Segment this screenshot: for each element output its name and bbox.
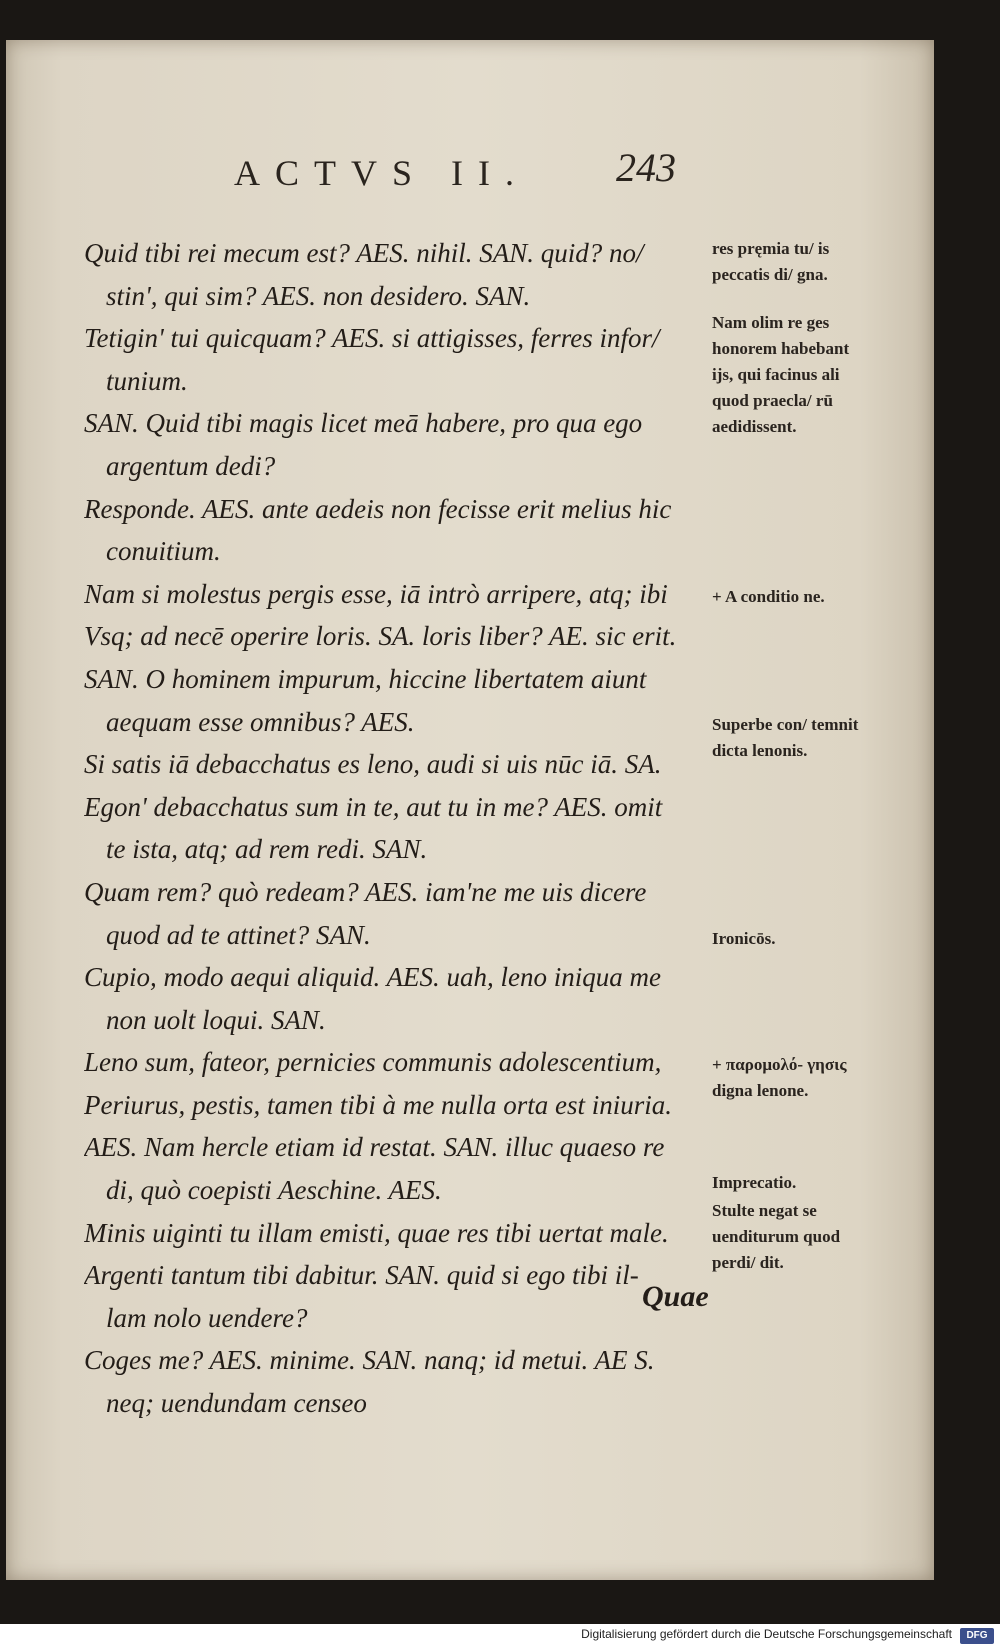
text-line: Vsq; ad necē operire loris. SA. loris liber? AE. sic erit. (84, 621, 677, 652)
catchword: Quae (642, 1280, 709, 1313)
text-line: SAN. O hominem impurum, hiccine libertatem aiunt (84, 663, 647, 694)
text-line: Tetigin' tui quicquam? AES. si attigisses, ferres infor/ (84, 323, 660, 354)
text-line: neq; uendundam censeo (106, 1388, 367, 1419)
book-page (6, 40, 934, 1580)
text-line: Responde. AES. ante aedeis non fecisse erit melius hic (84, 493, 672, 524)
text-line: tunium. (106, 365, 188, 396)
text-line: Minis uiginti tu illam emisti, quae res tibi uertat male. (84, 1217, 669, 1248)
text-line: aequam esse omnibus? AES. (106, 706, 415, 737)
text-line: Egon' debacchatus sum in te, aut tu in me? AES. omit (84, 791, 663, 822)
text-line: lam nolo uendere? (106, 1302, 308, 1333)
margin-note: Superbe con/ temnit dicta lenonis. (712, 715, 859, 760)
text-line: conuitium. (106, 536, 221, 567)
text-line: quod ad te attinet? SAN. (106, 919, 371, 950)
digitization-footer (0, 1624, 1000, 1648)
margin-note: + παρομολό- γησις digna lenone. (712, 1055, 847, 1100)
text-line: AES. Nam hercle etiam id restat. SAN. illuc quaeso re (84, 1132, 665, 1163)
text-line: Quam rem? quò redeam? AES. iam'ne me uis dicere (84, 876, 647, 907)
text-line: te ista, atq; ad rem redi. SAN. (106, 834, 428, 865)
page-number: 243 (616, 145, 676, 190)
margin-note: Imprecatio. (712, 1173, 797, 1192)
text-line: di, quò coepisti Aeschine. AES. (106, 1175, 442, 1206)
text-line: Si satis iā debacchatus es leno, audi si uis nūc iā. SA. (84, 749, 662, 780)
text-line: Cupio, modo aequi aliquid. AES. uah, leno iniqua me (84, 962, 661, 993)
text-line: Quid tibi rei mecum est? AES. nihil. SAN. quid? no/ (84, 238, 644, 268)
margin-note: res pręmia tu/ is peccatis di/ gna. (712, 239, 830, 284)
text-line: Leno sum, fateor, pernicies communis adolescentium, (84, 1047, 662, 1078)
funding-credit: Digitalisierung gefördert durch die Deutsche Forschungsgemeinschaft (581, 1627, 952, 1641)
text-line: Argenti tantum tibi dabitur. SAN. quid si ego tibi il- (84, 1260, 639, 1291)
margin-note: Stulte negat se uenditurum quod perdi/ dit. (712, 1201, 841, 1272)
text-line: non uolt loqui. SAN. (106, 1004, 326, 1035)
act-heading: ACTVS II. (234, 153, 529, 193)
main-text-column (84, 232, 714, 1425)
margin-note: + A conditio ne. (712, 587, 825, 606)
text-line: Periurus, pestis, tamen tibi à me nulla orta est iniuria. (84, 1089, 672, 1120)
running-head (234, 144, 694, 200)
text-line: Coges me? AES. minime. SAN. nanq; id metui. AE S. (84, 1345, 655, 1376)
margin-note: Nam olim re ges honorem habebant ijs, qui facinus ali quod praecla/ rū aedidissent. (712, 313, 850, 436)
text-line: stin', qui sim? AES. non desidero. SAN. (106, 280, 531, 311)
text-line: SAN. Quid tibi magis licet meā habere, pro qua ego (84, 408, 643, 439)
dfg-logo: DFG (960, 1628, 994, 1644)
text-line: argentum dedi? (106, 450, 276, 481)
margin-note: Ironicōs. (712, 929, 776, 948)
text-line: Nam si molestus pergis esse, iā intrò arripere, atq; ibi (84, 578, 668, 609)
